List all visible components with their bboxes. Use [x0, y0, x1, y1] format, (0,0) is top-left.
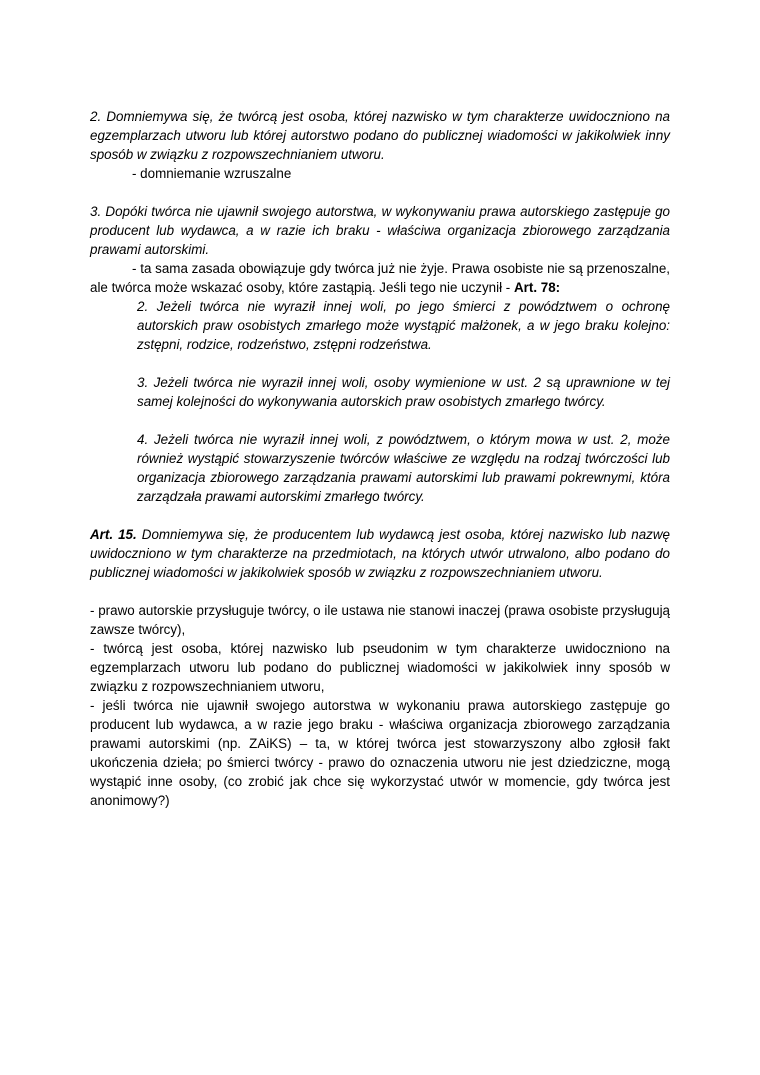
- note-same-rule-text: - ta sama zasada obowiązuje gdy twórca już nie żyje. Prawa osobiste nie są przenoszalne, ale twórca może wskazać osoby, które zastąpią. Jeśli tego nie uczynił -: [90, 261, 670, 295]
- art78-reference: Art. 78:: [513, 280, 561, 295]
- note-same-rule: [90, 259, 670, 297]
- art15-label: Art. 15.: [90, 527, 137, 542]
- art78-quote: [90, 297, 670, 506]
- art78-point-2: 2. Jeżeli twórca nie wyraził innej woli, po jego śmierci z powództwem o ochronę autorskich praw osobistych zmarłego może wystąpić małżonek, a w jego braku kolejno: zstępni, rodzice, rodzeństwo, zstępni rodzeństwa.: [137, 299, 670, 352]
- art78-point-4: 4. Jeżeli twórca nie wyraził innej woli, z powództwem, o którym mowa w ust. 2, może również wystąpić stowarzyszenie twórców właściwe ze względu na rodzaj twórczości lub organizacja zbiorowego zarządzania prawami autorskimi lub prawami pokrewnymi, która zarządzała prawami autorskimi zmarłego twórcy.: [137, 432, 670, 504]
- art78-point-3: 3. Jeżeli twórca nie wyraził innej woli, osoby wymienione w ust. 2 są uprawnione w tej samej kolejności do wykonywania autorskich praw osobistych zmarłego twórcy.: [137, 375, 670, 409]
- art15-text: Domniemywa się, że producentem lub wydawcą jest osoba, której nazwisko lub nazwę uwidoczniono w tym charakterze na przedmiotach, na których utwór utrwalono, albo podano do publicznej wiadomości w jakikolwiek sposób w związku z rozpowszechnianiem utworu.: [90, 527, 670, 580]
- paragraph-art14-2: 2. Domniemywa się, że twórcą jest osoba, której nazwisko w tym charakterze uwidoczniono na egzemplarzach utworu lub której autorstwo podano do publicznej wiadomości w jakikolwiek inny sposób w związku z rozpowszechnianiem utworu.: [90, 109, 670, 162]
- summary-item: - prawo autorskie przysługuje twórcy, o ile ustawa nie stanowi inaczej (prawa osobiste przysługują zawsze twórcy),: [90, 603, 670, 637]
- paragraph-art15: [90, 525, 670, 582]
- paragraph-art14-3: 3. Dopóki twórca nie ujawnił swojego autorstwa, w wykonywaniu prawa autorskiego zastępuje go producent lub wydawca, a w razie ich braku - właściwa organizacja zbiorowego zarządzania prawami autorskimi.: [90, 204, 670, 257]
- summary-item: - jeśli twórca nie ujawnił swojego autorstwa w wykonaniu prawa autorskiego zastępuje go producent lub wydawca, a w razie jego braku - właściwa organizacja zbiorowego zarządzania prawami autorskimi (np. ZAiKS) – ta, w której twórca jest stowarzyszony albo zgłosił fakt ukończenia dzieła; po śmierci twórcy - prawo do oznaczenia utworu nie jest dziedziczne, mogą wystąpić inne osoby, (co zrobić jak chce się wykorzystać utwór w momencie, gdy twórca jest anonimowy?): [90, 698, 670, 808]
- summary-item: - twórcą jest osoba, której nazwisko lub pseudonim w tym charakterze uwidoczniono na egzemplarzach utworu lub podano do publicznej wiadomości w jakikolwiek inny sposób w związku z rozpowszechnianiem utworu,: [90, 641, 670, 694]
- document-page: [90, 107, 670, 810]
- note-rebuttable-presumption: - domniemanie wzruszalne: [132, 166, 292, 181]
